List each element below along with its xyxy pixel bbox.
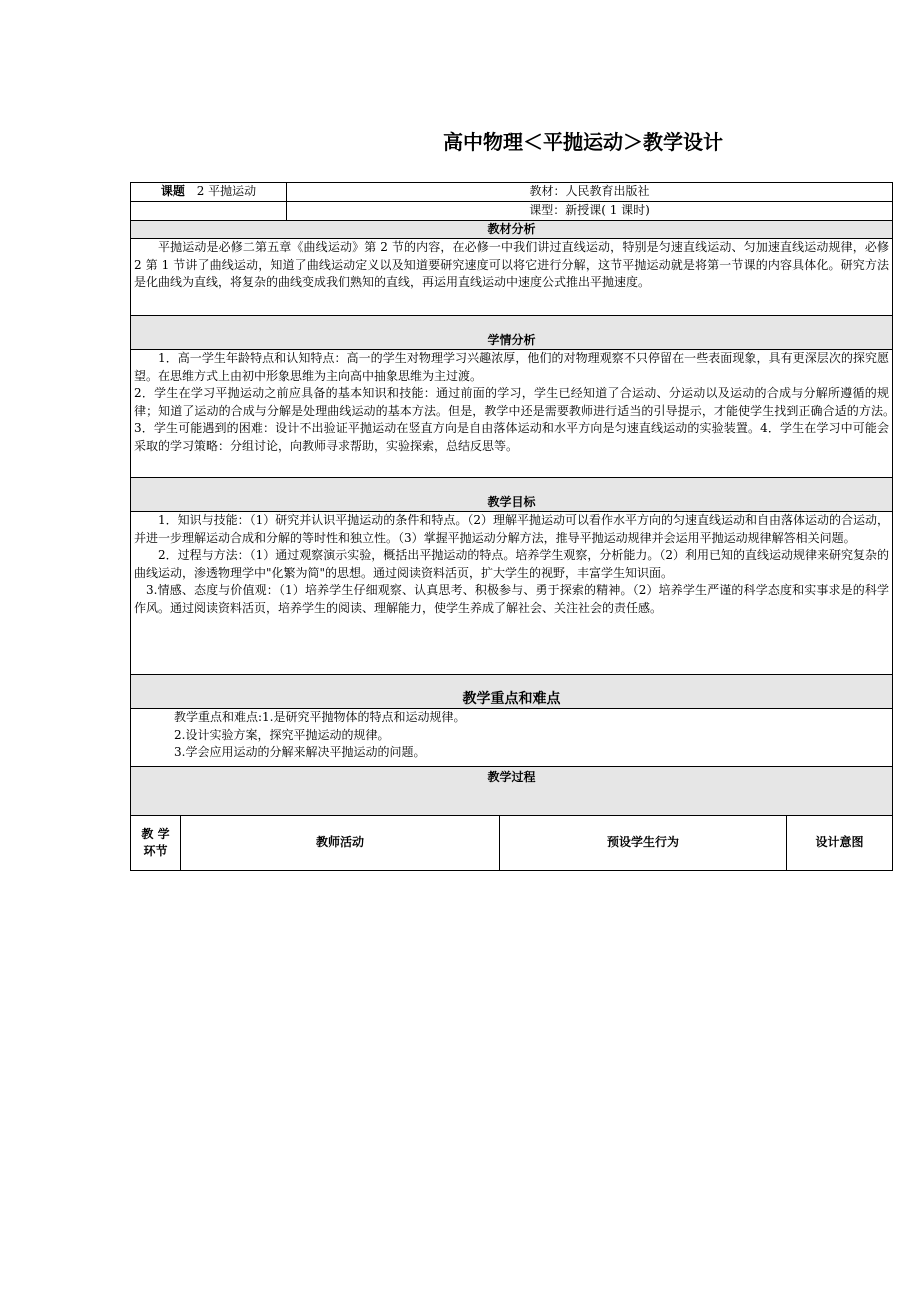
- objectives-p1: 1．知识与技能：（1）研究并认识平抛运动的条件和特点。（2）理解平抛运动可以看作水平方向的匀速直线运动和自由落体运动的合运动，并进一步理解运动合成和分解的等时性和独立性。（3）掌握平抛运动分解方法，推导平抛运动规律并会运用平抛运动规律解答相关问题。: [134, 513, 890, 545]
- lesson-type-cell: 课型：新授课( 1 课时): [287, 202, 893, 221]
- textbook-cell: 教材：人民教育出版社: [287, 183, 893, 202]
- objectives-body: [131, 512, 893, 675]
- process-col-intent: 设计意图: [787, 816, 893, 871]
- objectives-p2: 2．过程与方法：（1）通过观察演示实验，概括出平抛运动的特点。培养学生观察，分析能力。（2）利用已知的直线运动规律来研究复杂的曲线运动，渗透物理学中"化繁为简"的思想。通过阅读资料活页，扩大学生的视野，丰富学生知识面。: [134, 548, 890, 580]
- key-points-heading: [131, 675, 893, 709]
- textbook-analysis-text: 平抛运动是必修二第五章《曲线运动》第 2 节的内容，在必修一中我们讲过直线运动，特别是匀速直线运动、匀加速直线运动规律，必修 2 第 1 节讲了曲线运动，知道了曲线运动定义以及知道要研究速度可以将它进行分解，这节平抛运动就是将第一节课的内容具体化。研究方法是化曲线为直线，将复杂的曲线变成我们熟知的直线，再运用直线运动中速度公式推出平抛速度。: [134, 240, 890, 289]
- topic-cell: [131, 183, 287, 202]
- lesson-plan-table: [130, 182, 902, 871]
- process-col-teacher: 教师活动: [181, 816, 500, 871]
- key-points-p2: 2.设计实验方案，探究平抛运动的规律。: [174, 727, 390, 742]
- process-col-student: 预设学生行为: [500, 816, 787, 871]
- objectives-heading: [131, 478, 893, 512]
- student-analysis-p2: 2．学生在学习平抛运动之前应具备的基本知识和技能：通过前面的学习，学生已经知道了合运动、分运动以及运动的合成与分解所遵循的规律；知道了运动的合成与分解是处理曲线运动的基本方法。但是，教学中还是需要教师进行适当的引导提示，才能使学生找到正确合适的方法。 3．学生可能遇到的困难：设计不出验证平抛运动在竖直方向是自由落体运动和水平方向是匀速直线运动的实验装置。4．学生在学习中可能会采取的学习策略：分组讨论，向教师寻求帮助，实验探索，总结反思等。: [134, 386, 902, 453]
- key-points-p1: 教学重点和难点:1.是研究平抛物体的特点和运动规律。: [174, 710, 466, 724]
- key-points-body: [131, 709, 893, 767]
- student-analysis-p1: 1．高一学生年龄特点和认知特点：高一的学生对物理学习兴趣浓厚，他们的对物理观察不只停留在一些表面现象，具有更深层次的探究愿望。在思维方式上由初中形象思维为主向高中抽象思维为主过渡。: [134, 351, 890, 383]
- topic-value: 2 平抛运动: [196, 184, 257, 198]
- empty-info-cell: [131, 202, 287, 221]
- key-points-heading-text: 教学重点和难点: [462, 690, 561, 707]
- objectives-heading-text: 教学目标: [487, 494, 536, 509]
- topic-label: 课题: [160, 184, 185, 198]
- student-analysis-heading-text: 学情分析: [487, 332, 536, 347]
- student-analysis-heading: [131, 316, 893, 350]
- student-analysis-body: [131, 350, 902, 478]
- process-heading: 教学过程: [131, 767, 893, 816]
- key-points-p3: 3.学会应用运动的分解来解决平抛运动的问题。: [174, 745, 426, 759]
- textbook-analysis-body: [131, 239, 893, 316]
- process-col-stage: 教 学 环节: [131, 816, 181, 871]
- textbook-analysis-heading: 教材分析: [131, 220, 893, 239]
- document-title: 高中物理＜平抛运动＞教学设计: [443, 130, 723, 154]
- objectives-p3: 3.情感、态度与价值观：（1）培养学生仔细观察、认真思考、积极参与、勇于探索的精神。（2）培养学生严谨的科学态度和实事求是的科学作风。通过阅读资料活页，培养学生的阅读、理解能力，使学生养成了解社会、关注社会的责任感。: [134, 583, 890, 615]
